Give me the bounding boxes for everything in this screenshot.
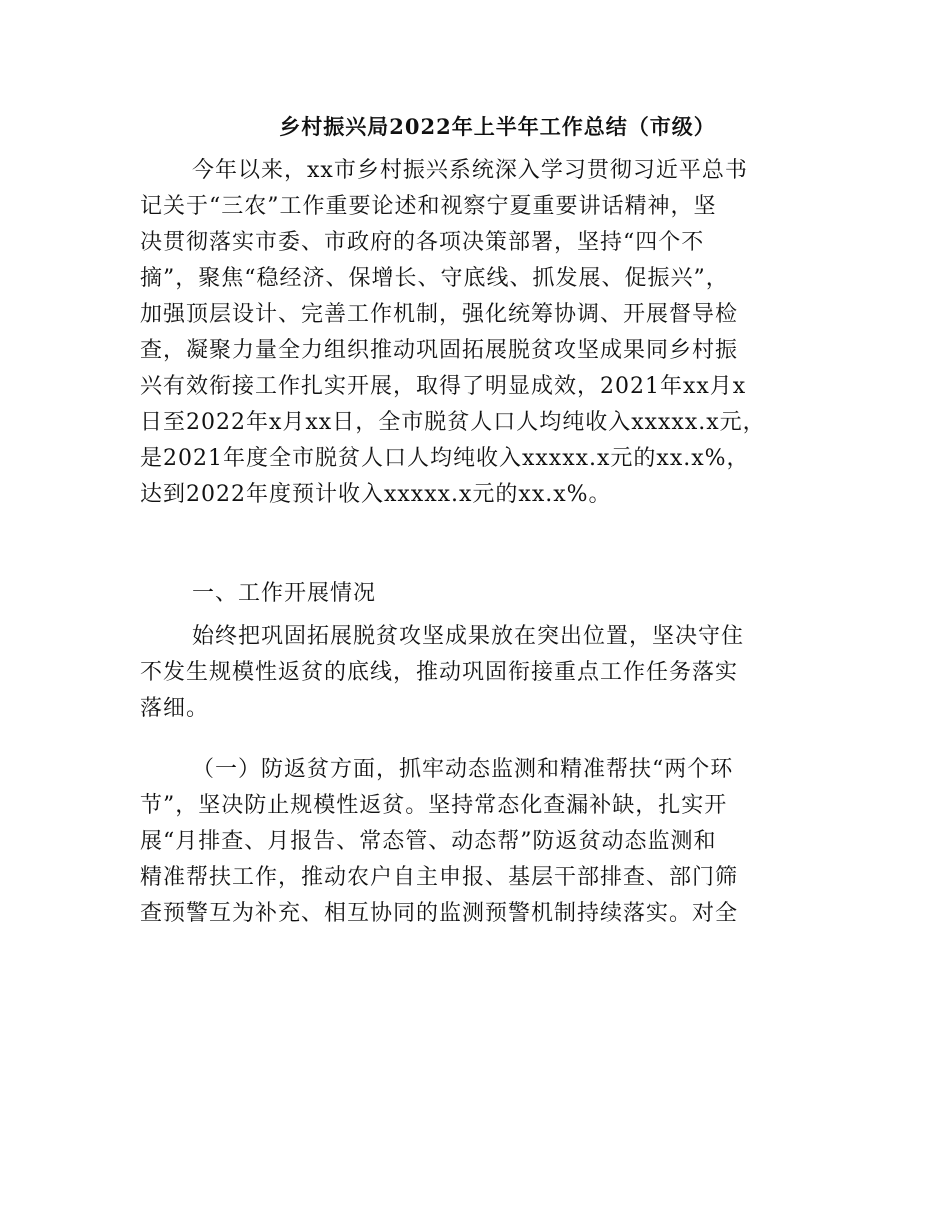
- document-title: 乡村振兴局2022年上半年工作总结（市级）: [279, 114, 716, 139]
- text-line: 落细。: [140, 696, 210, 721]
- text-line: 展“月排查、月报告、常态管、动态帮”防返贫动态监测和: [140, 829, 717, 854]
- text-line: 查，凝聚力量全力组织推动巩固拓展脱贫攻坚成果同乡村振: [140, 338, 739, 363]
- paragraph-overview: [140, 619, 820, 727]
- text-line: 是2021年度全市脱贫人口人均纯收入xxxxx.x元的xx.x%，: [140, 446, 750, 471]
- text-line: 兴有效衔接工作扎实开展，取得了明显成效，2021年xx月x: [140, 374, 747, 399]
- paragraph-intro: [140, 153, 820, 513]
- text-line: 达到2022年度预计收入xxxxx.x元的xx.x%。: [140, 482, 612, 507]
- text-line: 始终把巩固拓展脱贫攻坚成果放在突出位置，坚决守住: [192, 624, 745, 649]
- text-line: 节”，坚决防止规模性返贫。坚持常态化查漏补缺，扎实开: [140, 793, 728, 818]
- text-line: 精准帮扶工作，推动农户自主申报、基层干部排查、部门筛: [140, 865, 739, 890]
- text-line: 日至2022年x月xx日，全市脱贫人口人均纯收入xxxxx.x元，: [140, 410, 766, 435]
- text-line: 记关于“三农”工作重要论述和视察宁夏重要讲话精神，坚: [140, 194, 717, 219]
- section-heading: [140, 576, 820, 612]
- text-line: 决贯彻落实市委、市政府的各项决策部署，坚持“四个不: [140, 230, 705, 255]
- text-line: 查预警互为补充、相互协同的监测预警机制持续落实。对全: [140, 901, 739, 926]
- text-line: 今年以来，xx市乡村振兴系统深入学习贯彻习近平总书: [192, 158, 748, 183]
- text-line: 摘”，聚焦“稳经济、保增长、守底线、抓发展、促振兴”，: [140, 266, 729, 291]
- text-line: （一）防返贫方面，抓牢动态监测和精准帮扶“两个环: [192, 757, 734, 782]
- text-line: 加强顶层设计、完善工作机制，强化统筹协调、开展督导检: [140, 302, 739, 327]
- paragraph-section-one: [140, 752, 820, 932]
- text-line: 不发生规模性返贫的底线，推动巩固衔接重点工作任务落实: [140, 660, 739, 685]
- heading-line: 一、工作开展情况: [192, 581, 377, 606]
